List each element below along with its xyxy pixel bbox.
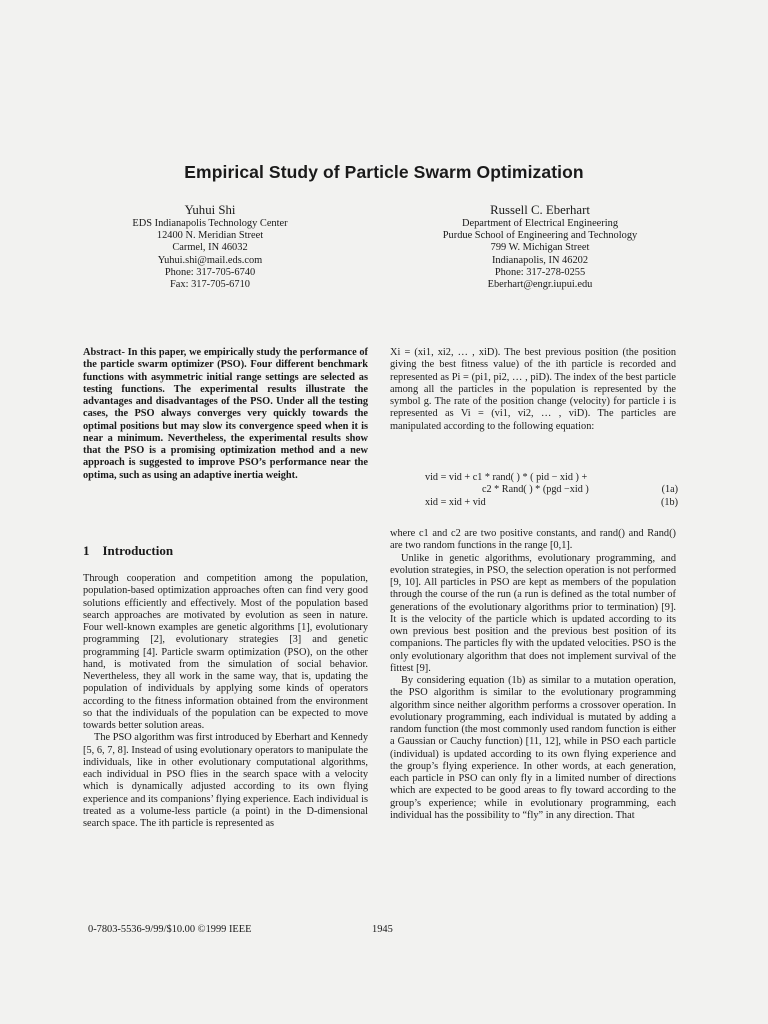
author-school: Purdue School of Engineering and Technology (442, 230, 638, 242)
equation-tag-1b: (1b) (661, 496, 678, 508)
author-phone: Phone: 317-278-0255 (494, 266, 586, 278)
intro-paragraph-2: The PSO algorithm was first introduced by Eberhart and Kennedy [5, 6, 7, 8]. Instead of using evolutionary operators to manipulate the individuals, like in other evolutionary computational algorithms, each individual in PSO flies in the search space with a velocity which is dynamically adjusted according to its own flying experience and its companions’ flying experience. Each individual is treated as a volume-less particle (a point) in the D-dimensional search space. The ith particle is represented as (83, 732, 368, 829)
author-name: Russell C. Eberhart (490, 203, 590, 217)
author-address: 12400 N. Meridian Street (156, 230, 264, 242)
right-paragraph-2: Unlike in genetic algorithms, evolutionary programming, and evolution strategies, in PSO, the selection operation is not performed [9, 10]. All particles in PSO are kept as members of the population through the course of the run (a run is defined as the total number of generations of the evolutionary algorithms prior to termination) [9]. It is the velocity of the particle which is updated according to its own previous best position and the previous best position of its companions. The particles fly with the updated velocities. PSO is the only evolutionary algorithm that does not implement survival of the fittest [9]. (390, 552, 676, 674)
author-phone: Phone: 317-705-6740 (164, 266, 256, 278)
author-fax: Fax: 317-705-6710 (170, 279, 250, 291)
velocity-equation (425, 472, 678, 509)
equation-line-1: vid = vid + c1 * rand( ) * ( pid − xid ) + (425, 472, 588, 483)
introduction-body (83, 573, 368, 830)
paper-title: Empirical Study of Particle Swarm Optimization (184, 162, 584, 182)
section-title: Introduction (102, 543, 174, 558)
right-paragraph-top: Xi = (xi1, xi2, … , xiD). The best previous position (the position giving the best fitness value) of the ith particle is recorded and represented as Pi = (pi1, pi2, … , piD). The index of the best particle among all the particles in the population is represented by the symbol g. The rate of the position change (velocity) for particle i is represented as Vi = (vi1, vi2, … , viD). The particles are manipulated according to the following equation: (390, 347, 676, 432)
equation-line-3: xid = xid + vid (1b) (425, 496, 678, 508)
section-number: 1 (83, 543, 90, 558)
section-heading (83, 543, 173, 559)
author-block-eberhart (420, 202, 660, 291)
right-column-body (390, 528, 676, 822)
right-paragraph-3: By considering equation (1b) as similar to a mutation operation, the PSO algorithm is similar to the evolutionary programming algorithm since neither algorithm performs a crossover operation. In evolutionary programming, each individual is mutated by adding a random function (the most commonly used random function is either a Gaussian or Cauchy function) [11, 12], while in PSO each particle (individual) is updated according to its own flying experience and the group’s flying experience. In other words, at each generation, each particle in PSO can only fly in a limited number of directions which are expected to be good areas to fly toward according to the group’s experience; while in evolutionary programming, each individual has the possibility to “fly” in any direction. That (390, 675, 676, 821)
author-block-shi (110, 202, 310, 291)
author-department: Department of Electrical Engineering (461, 218, 619, 229)
equation-line-2: c2 * Rand( ) * (pgd −xid ) (1a) (482, 484, 678, 496)
copyright-notice: 0-7803-5536-9/99/$10.00 ©1999 IEEE (88, 924, 252, 935)
intro-paragraph-1: Through cooperation and competition among the population, population-based optimization approaches often can find very good solutions efficiently and effectively. Most of the population based search approaches are motivated by evolution as seen in nature. Four well-known examples are genetic algorithms [1], evolutionary programming [2], evolutionary strategies [3] and genetic programming [4]. Particle swarm optimization (PSO), on the other hand, is motivated from the simulation of social behavior. Nevertheless, they all work in the same way, that is, updating the population of individuals by applying some kinds of operators according to the fitness information obtained from the environment so that the individuals of the population can be expected to move towards better solution areas. (83, 573, 368, 731)
author-affiliation: EDS Indianapolis Technology Center (132, 218, 288, 229)
author-city: Carmel, IN 46032 (172, 242, 248, 254)
author-address: 799 W. Michigan Street (490, 242, 590, 254)
author-city: Indianapolis, IN 46202 (491, 254, 589, 266)
author-email: Eberhart@engr.iupui.edu (487, 279, 593, 291)
author-email: Yuhui.shi@mail.eds.com (157, 254, 263, 266)
abstract-label: Abstract- (83, 347, 125, 358)
author-name: Yuhui Shi (184, 203, 236, 217)
equation-tag-1a: (1a) (661, 484, 678, 496)
right-column-intro (390, 347, 676, 433)
page-number: 1945 (372, 924, 393, 935)
abstract-text: In this paper, we empirically study the performance of the particle swarm optimizer (PSO). Four different benchmark functions with asymmetric initial range settings are selected as testing functions. The experimental results illustrate the advantages and disadvantages of the PSO. Under all the testing cases, the PSO always converges very quickly towards the optimal positions but may slow its convergence speed when it is near a minimum. Nevertheless, the experimental results show that the PSO is a promising optimization method and a new approach is suggested to improve PSO’s performance near the optima, such as using an adaptive inertia weight. (83, 347, 368, 481)
abstract (83, 347, 368, 482)
right-paragraph-1: where c1 and c2 are two positive constants, and rand() and Rand() are two random functions in the range [0,1]. (390, 528, 676, 552)
